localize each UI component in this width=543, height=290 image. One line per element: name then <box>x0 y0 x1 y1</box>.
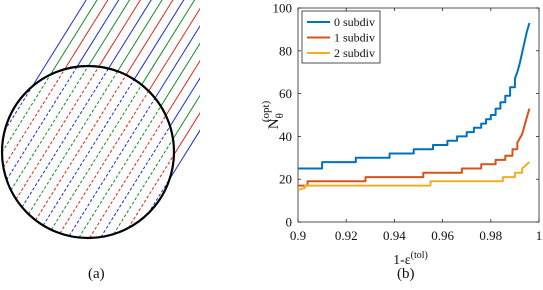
legend-entry: 2 subdiv <box>334 46 376 60</box>
circle-boundary <box>2 66 174 238</box>
ray-inside <box>114 139 173 234</box>
series-line <box>298 162 529 190</box>
y-tick-label: 80 <box>279 43 292 59</box>
legend-entry: 1 subdiv <box>334 30 376 45</box>
y-tick-label: 100 <box>272 0 292 16</box>
ray-outside <box>161 0 200 106</box>
ray-inside <box>43 79 134 225</box>
ray-inside <box>5 87 32 131</box>
ray-inside <box>79 106 161 237</box>
x-tick-label: 0.94 <box>383 228 406 243</box>
y-tick-label: 20 <box>279 171 292 187</box>
ray-outside <box>108 0 200 68</box>
ray-inside <box>36 75 127 220</box>
ray-inside <box>22 68 108 207</box>
ray-circle-illustration <box>0 0 200 250</box>
x-tick-label: 1 <box>535 228 543 243</box>
x-tick-label: 0.9 <box>289 228 307 243</box>
ray-inside <box>148 179 169 213</box>
ray-inside <box>51 85 141 230</box>
ray-outside <box>126 0 200 75</box>
ray-inside <box>60 91 149 233</box>
ray-inside <box>2 75 50 153</box>
ray-inside <box>69 98 155 236</box>
caption-b: (b) <box>397 266 415 282</box>
ray-inside <box>16 67 99 200</box>
y-axis-label: $N_\theta(opt)$ <box>260 100 286 130</box>
ray-outside <box>50 0 200 75</box>
series-line <box>298 109 529 186</box>
ray-inside <box>90 116 166 238</box>
y-tick-label: 60 <box>279 86 292 102</box>
ray-outside <box>77 0 200 67</box>
x-tick-label: 0.96 <box>431 228 454 243</box>
x-axis-label: $1-\varepsilon^{(tol)}$ <box>393 250 428 268</box>
x-tick-label: 0.92 <box>334 228 358 243</box>
y-tick-label: 40 <box>279 128 292 144</box>
ray-outside <box>149 0 200 91</box>
legend-entry: 0 subdiv <box>334 15 376 29</box>
caption-a: (a) <box>88 266 105 282</box>
ray-outside <box>173 0 200 139</box>
chart <box>220 0 543 290</box>
ray-inside <box>7 67 77 180</box>
ray-inside <box>11 66 88 190</box>
ray-inside <box>29 71 118 214</box>
y-tick-label: 0 <box>285 214 292 230</box>
ray-lines <box>2 0 200 238</box>
ray-outside <box>155 0 200 98</box>
ray-inside <box>101 126 170 237</box>
x-tick-label: 0.98 <box>479 228 503 243</box>
chart-legend <box>302 11 380 63</box>
ray-outside <box>170 0 200 126</box>
